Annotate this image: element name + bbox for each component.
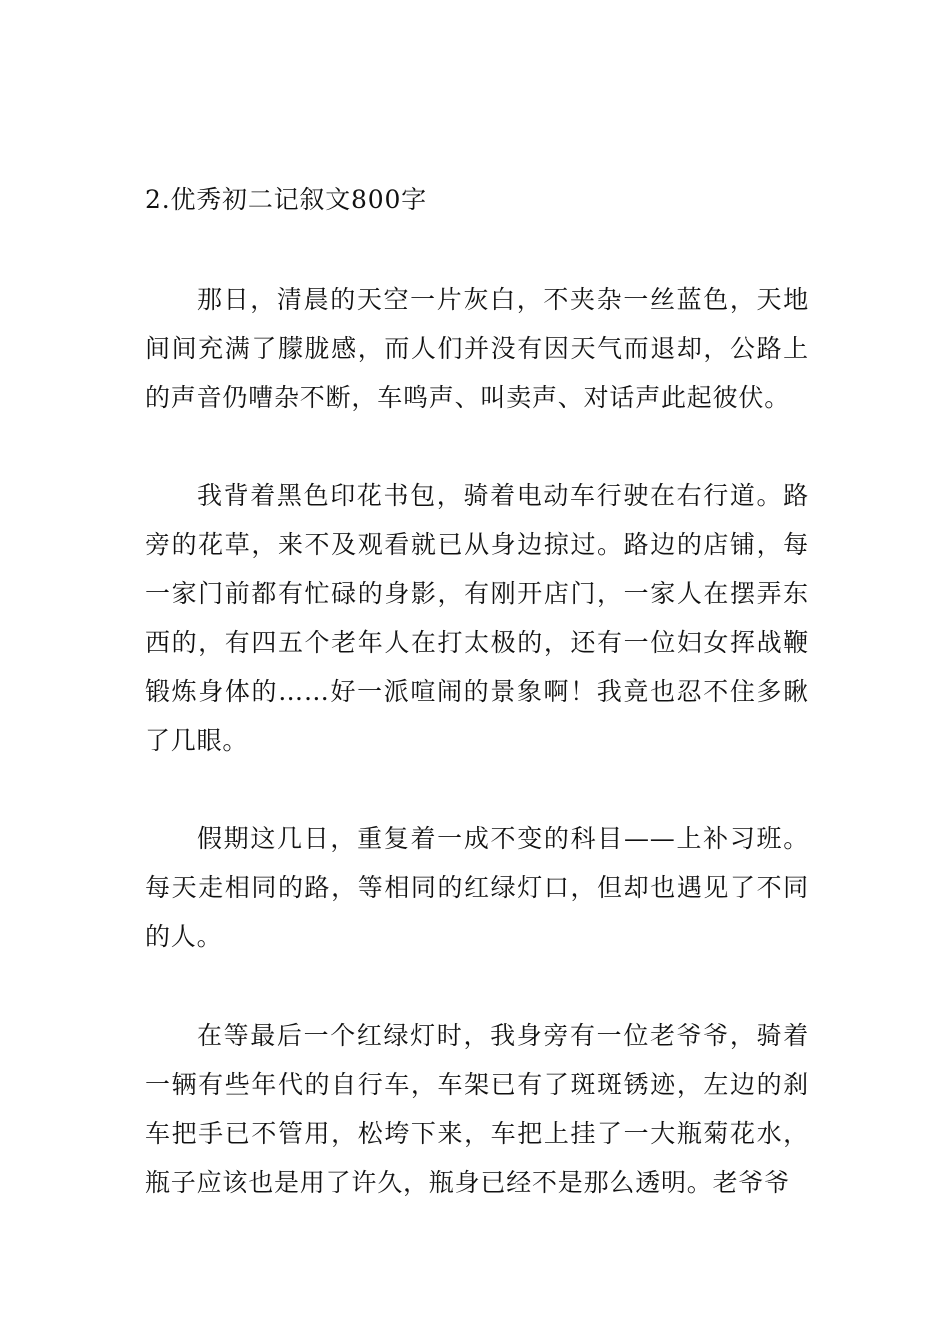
paragraph-2: 我背着黑色印花书包，骑着电动车行驶在右行道。路旁的花草，来不及观看就已从身边掠过。路边的店铺，每一家门前都有忙碌的身影，有刚开店门，一家人在摆弄东西的，有四五个老年人在打太极的，还有一位妇女挥战鞭锻炼身体的……好一派喧闹的景象啊！我竟也忍不住多瞅了几眼。	[145, 481, 809, 755]
paragraph-1: 那日，清晨的天空一片灰白，不夹杂一丝蓝色，天地间间充满了朦胧感，而人们并没有因天气而退却，公路上的声音仍嘈杂不断，车鸣声、叫卖声、对话声此起彼伏。	[145, 285, 809, 412]
section-heading: 2.优秀初二记叙文800字	[145, 185, 427, 214]
paragraph-4: 在等最后一个红绿灯时，我身旁有一位老爷爷，骑着一辆有些年代的自行车，车架已有了斑斑锈迹，左边的刹车把手已不管用，松垮下来，车把上挂了一大瓶菊花水，瓶子应该也是用了许久，瓶身已经不是那么透明。老爷爷	[145, 1021, 809, 1197]
paragraph-3: 假期这几日，重复着一成不变的科目——上补习班。每天走相同的路，等相同的红绿灯口，但却也遇见了不同的人。	[145, 824, 809, 951]
